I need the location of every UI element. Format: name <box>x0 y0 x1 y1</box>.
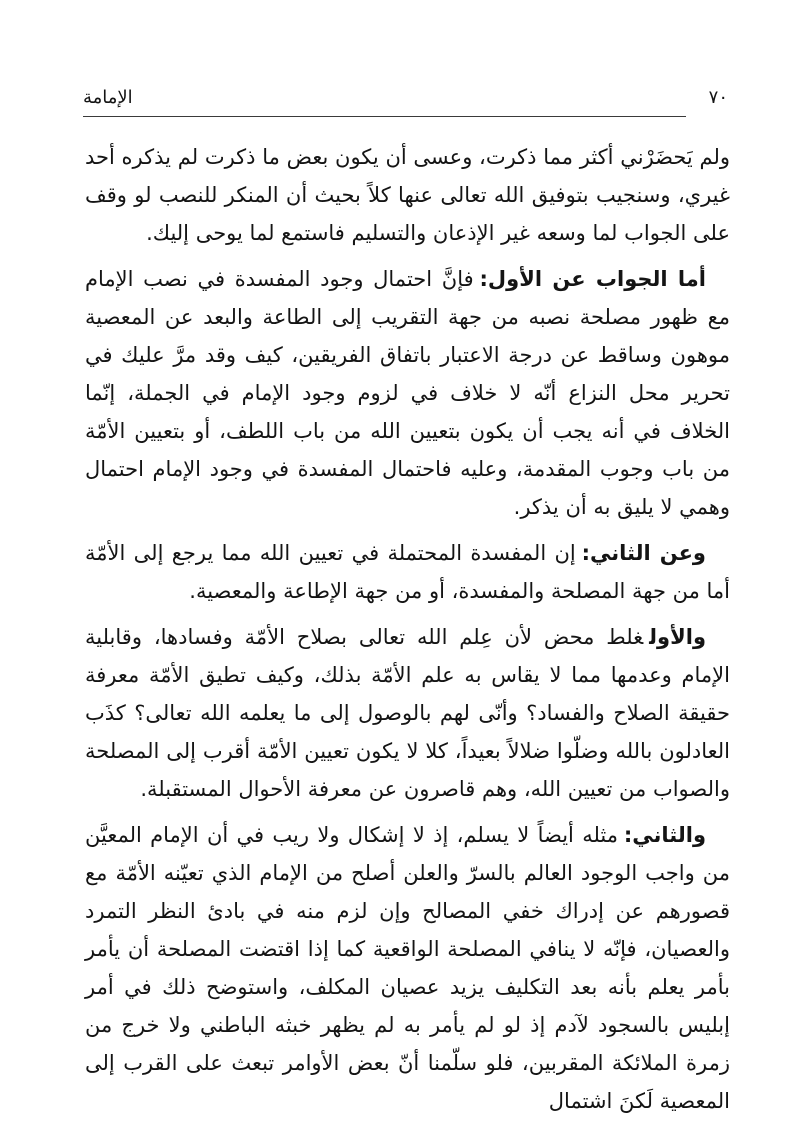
paragraph-4-lead: والأول <box>649 625 706 650</box>
paragraph-5 <box>85 816 730 1120</box>
paragraph-2-lead: أما الجواب عن الأول: <box>479 267 706 292</box>
running-title: الإمامة <box>83 87 133 108</box>
paragraph-2-text: فإنَّ احتمال وجود المفسدة في نصب الإمام مع ظهور مصلحة نصبه من جهة التقريب إلى الطاعة والبعد عن المعصية موهون وساقط عن درجة الاعتبار باتفاق الفريقين، كيف وقد مرَّ عليك في تحرير محل النزاع أنّه لا خلاف في لزوم وجود الإمام في الجملة، إنّما الخلاف في أنه يجب أن يكون بتعيين الله من باب اللطف، أو بتعيين الأمّة من باب وجوب المقدمة، وعليه فاحتمال المفسدة في وجود الإمام احتمال وهمي لا يليق به أن يذكر. <box>85 267 730 520</box>
paragraph-4 <box>85 618 730 808</box>
paragraph-5-lead: والثاني: <box>623 823 706 848</box>
paragraph-1-text: ولم يَحضَرْني أكثر مما ذكرت، وعسى أن يكون بعض ما ذكرت لم يذكره أحد غيري، وسنجيب بتوفيق الله تعالى عنها كلاً بحيث أن المنكر للنصب لو وقف على الجواب لما وسعه غير الإذعان والتسليم فاستمع لما يوحى إليك. <box>85 145 730 246</box>
paragraph-3 <box>85 534 730 610</box>
paragraph-2 <box>85 260 730 526</box>
header-row <box>83 86 728 109</box>
paragraph-1 <box>85 138 730 252</box>
header-rule <box>83 116 686 117</box>
paragraph-3-lead: وعن الثاني: <box>581 541 706 566</box>
page-header <box>83 86 728 117</box>
page-body <box>85 138 730 1120</box>
paragraph-4-text: غلط محض لأن عِلم الله تعالى بصلاح الأمّة وفسادها، وقابلية الإمام وعدمها مما لا يقاس به علم الأمّة بذلك، وكيف تطيق الأمّة معرفة حقيقة الصلاح والفساد؟ وأنّى لهم بالوصول إلى ما يعلمه الله تعالى؟ كذَب العادلون بالله وضلّوا ضلالاً بعيداً، كلا لا يكون تعيين الأمّة أقرب إلى المصلحة والصواب من تعيين الله، وهم قاصرون عن معرفة الأحوال المستقبلة. <box>85 625 730 802</box>
paragraph-3-text: إن المفسدة المحتملة في تعيين الله مما يرجع إلى الأمّة أما من جهة المصلحة والمفسدة، أو من جهة الإطاعة والمعصية. <box>85 541 730 604</box>
page-number: ٧٠ <box>708 87 728 108</box>
paragraph-5-text: مثله أيضاً لا يسلم، إذ لا إشكال ولا ريب في أن الإمام المعيَّن من واجب الوجود العالم بالسرّ والعلن أصلح من الإمام الذي تعيّنه الأمّة مع قصورهم عن إدراك خفي المصالح وإن لزم منه في بادئ النظر التمرد والعصيان، فإنّه لا ينافي المصلحة الواقعية كما إذا اقتضت المصلحة أن يأمر بأمر يعلم بأنه بعد التكليف يزيد عصيان المكلف، واستوضح ذلك في أمر إبليس بالسجود لآدم إذ لو لم يأمر به لم يظهر خبثه الباطني ولا خرج من زمرة الملائكة المقربين، فلو سلّمنا أنّ بعض الأوامر تبعث على القرب إلى المعصية لَكنَ اشتمال <box>85 823 730 1114</box>
